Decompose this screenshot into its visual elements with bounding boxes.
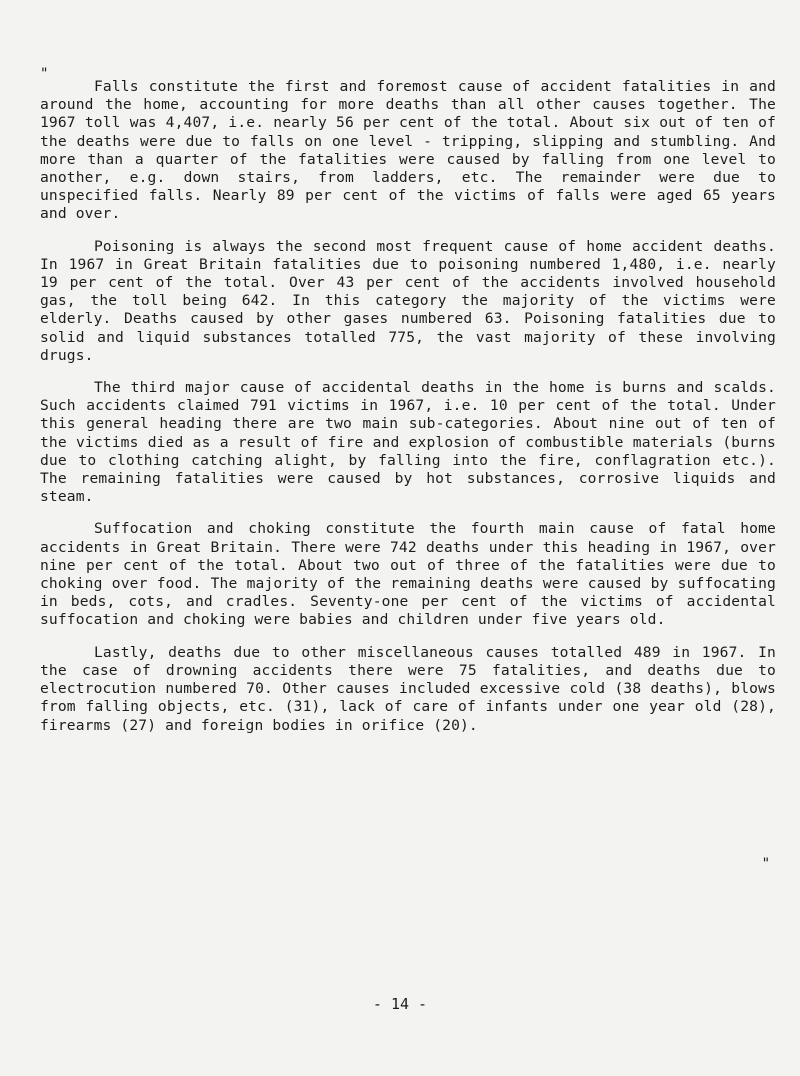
paragraph-falls <box>40 78 776 224</box>
closing-quote-mark: " <box>761 856 770 872</box>
paragraph-poisoning <box>40 238 776 365</box>
paragraph-poisoning-text: Poisoning is always the second most frequent cause of home accident deaths. In 1967 in Great Britain fatalities due to poisoning numbered 1,480, i.e. nearly 19 per cent of the total. Over 43 per cent of the accidents involved household gas, the toll being 642. In this category the majority of the victims were elderly. Deaths caused by other gases numbered 63. Poisoning fatalities due to solid and liquid substances totalled 775, the vast majority of these involving drugs. <box>40 237 776 364</box>
paragraph-burns-text: The third major cause of accidental deaths in the home is burns and scalds. Such accidents claimed 791 victims in 1967, i.e. 10 per cent of the total. Under this general heading there are two main sub-categories. About nine out of ten of the victims died as a result of fire and explosion of combustible materials (burns due to clothing catching alight, by falling into the fire, conflagration etc.). The remaining fatalities were caused by hot substances, corrosive liquids and steam. <box>40 379 776 506</box>
paragraph-suffocation <box>40 520 776 629</box>
opening-quote-mark: " <box>40 66 49 82</box>
paragraph-suffocation-text: Suffocation and choking constitute the fourth main cause of fatal home accidents in Great Britain. There were 742 deaths under this heading in 1967, over nine per cent of the total. About two out of three of the fatalities were due to choking over food. The majority of the remaining deaths were caused by suffocating in beds, cots, and cradles. Seventy-one per cent of the victims of accidental suffocation and choking were babies and children under five years old. <box>40 520 776 629</box>
body-text <box>40 78 776 749</box>
paragraph-miscellaneous <box>40 644 776 735</box>
paragraph-falls-text: Falls constitute the first and foremost cause of accident fatalities in and around the home, accounting for more deaths than all other causes together. The 1967 toll was 4,407, i.e. nearly 56 per cent of the total. About six out of ten of the deaths were due to falls on one level - tripping, slipping and stumbling. And more than a quarter of the fatalities were caused by falling from one level to another, e.g. down stairs, from ladders, etc. The remainder were due to unspecified falls. Nearly 89 per cent of the victims of falls were aged 65 years and over. <box>40 78 776 223</box>
paragraph-burns <box>40 379 776 506</box>
paragraph-miscellaneous-text: Lastly, deaths due to other miscellaneous causes totalled 489 in 1967. In the case of drowning accidents there were 75 fatalities, and deaths due to electrocution numbered 70. Other causes included excessive cold (38 deaths), blows from falling objects, etc. (31), lack of care of infants under one year old (28), firearms (27) and foreign bodies in orifice (20). <box>40 643 776 734</box>
page-number: - 14 - <box>372 995 428 1013</box>
